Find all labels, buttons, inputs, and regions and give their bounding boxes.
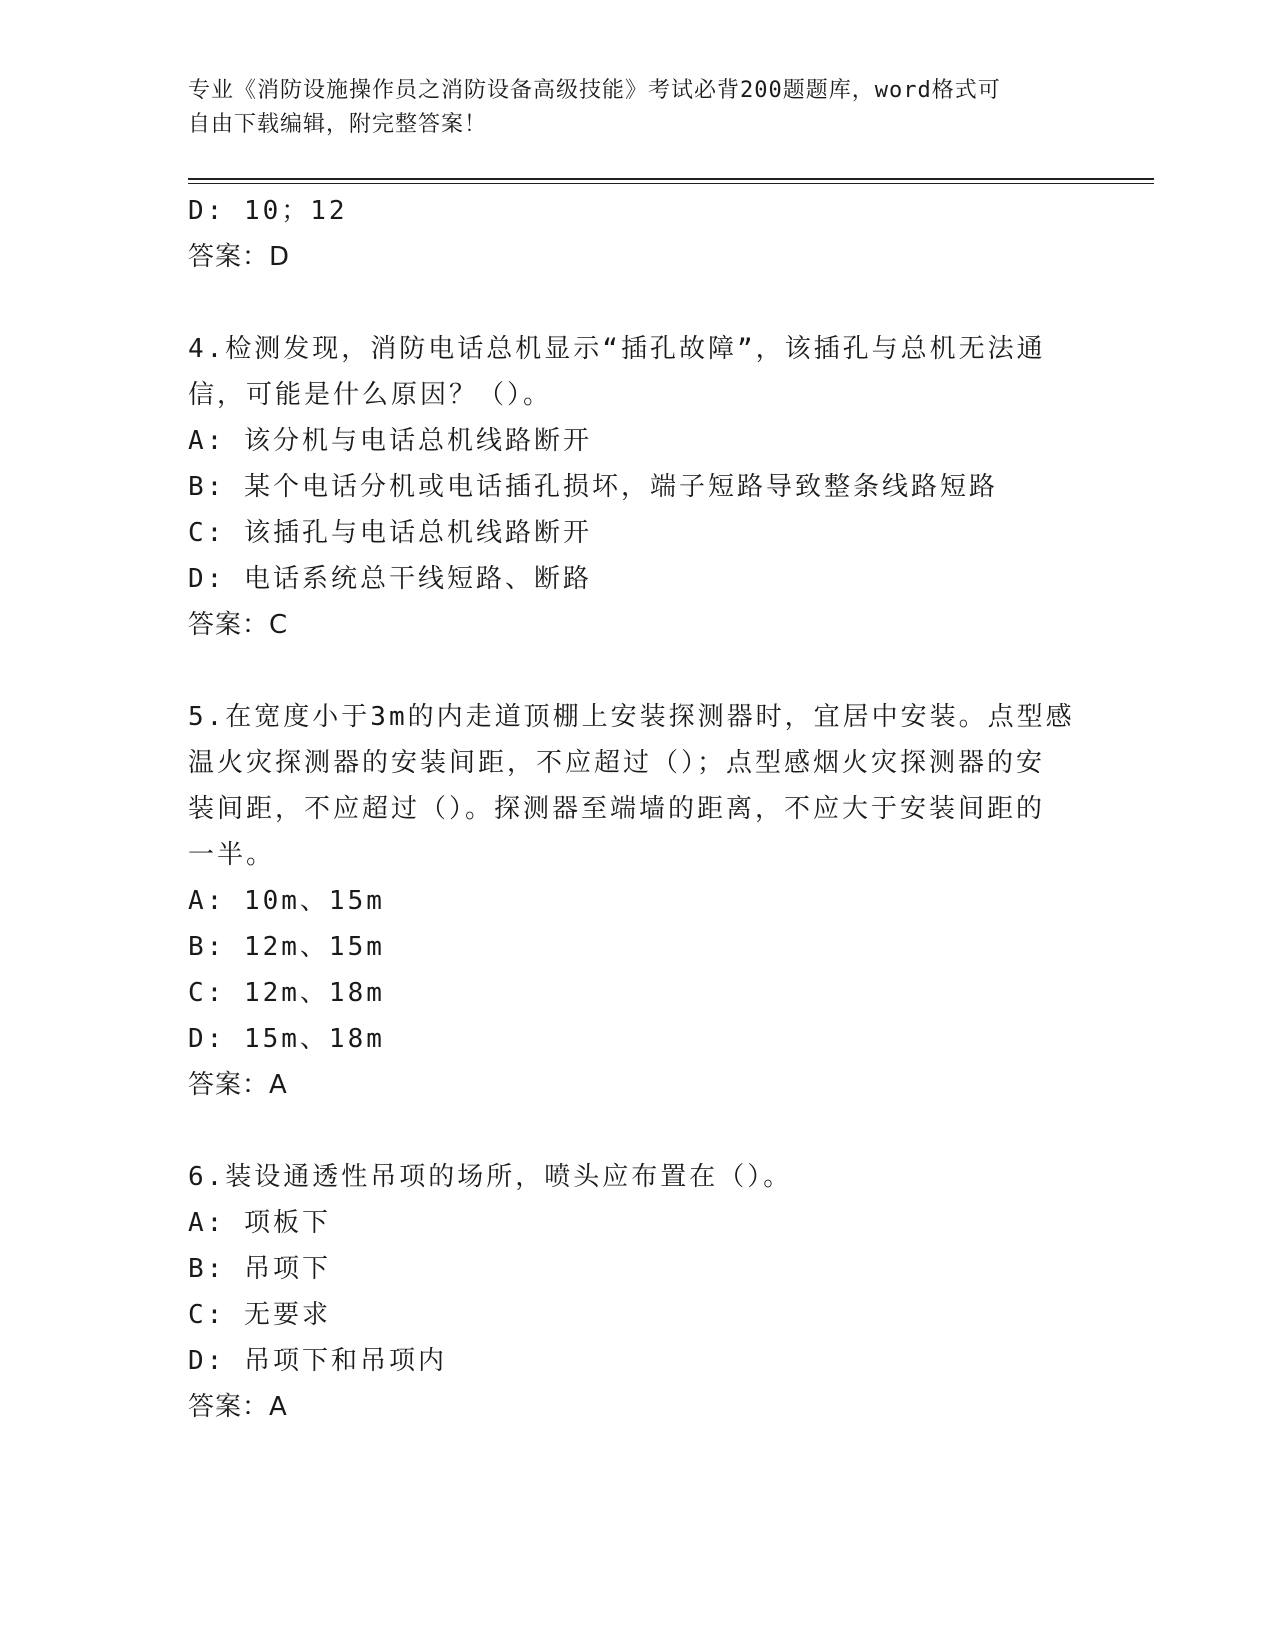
question-4 <box>188 326 1088 648</box>
option-c: C: 无要求 <box>188 1300 331 1330</box>
option-d: D: 15m、18m <box>188 1024 385 1054</box>
option-a: A: 10m、15m <box>188 886 385 916</box>
spacer <box>188 648 1088 694</box>
answer-line: 答案：A <box>188 1070 288 1100</box>
question-stem: 4.检测发现，消防电话总机显示“插孔故障”，该插孔与总机无法通 <box>188 334 1046 364</box>
question-5 <box>188 694 1088 1108</box>
question-stem: 装间距，不应超过（）。探测器至端墙的距离，不应大于安装间距的 <box>188 794 1046 824</box>
question-stem: 信，可能是什么原因？（）。 <box>188 380 553 410</box>
option-d: D: 10；12 <box>188 196 348 226</box>
question-stem: 一半。 <box>188 840 276 870</box>
header-divider-thin <box>188 183 1154 184</box>
question-stem: 5.在宽度小于3m的内走道顶棚上安装探测器时，宜居中安装。点型感 <box>188 702 1075 732</box>
option-d: D: 电话系统总干线短路、断路 <box>188 564 592 594</box>
option-a: A: 项板下 <box>188 1208 331 1238</box>
option-b: B: 12m、15m <box>188 932 385 962</box>
header-line-2: 自由下载编辑，附完整答案！ <box>188 112 488 137</box>
answer-line: 答案：C <box>188 610 289 640</box>
question-list <box>188 188 1088 1430</box>
option-c: C: 12m、18m <box>188 978 385 1008</box>
header-line-1: 专业《消防设施操作员之消防设备高级技能》考试必背200题题库，word格式可 <box>188 78 1001 103</box>
option-b: B: 某个电话分机或电话插孔损坏，端子短路导致整条线路短路 <box>188 472 998 502</box>
option-a: A: 该分机与电话总机线路断开 <box>188 426 592 456</box>
option-c: C: 该插孔与电话总机线路断开 <box>188 518 592 548</box>
document-header <box>188 74 1068 142</box>
answer-line: 答案：A <box>188 1392 288 1422</box>
question-stem: 温火灾探测器的安装间距，不应超过（）；点型感烟火灾探测器的安 <box>188 748 1046 778</box>
previous-question-tail <box>188 188 1088 280</box>
question-6 <box>188 1154 1088 1430</box>
spacer <box>188 280 1088 326</box>
header-divider-thick <box>188 178 1154 180</box>
spacer <box>188 1108 1088 1154</box>
option-d: D: 吊项下和吊项内 <box>188 1346 447 1376</box>
option-b: B: 吊项下 <box>188 1254 331 1284</box>
answer-line: 答案：D <box>188 242 291 272</box>
question-stem: 6.装设通透性吊项的场所，喷头应布置在（）。 <box>188 1162 793 1192</box>
